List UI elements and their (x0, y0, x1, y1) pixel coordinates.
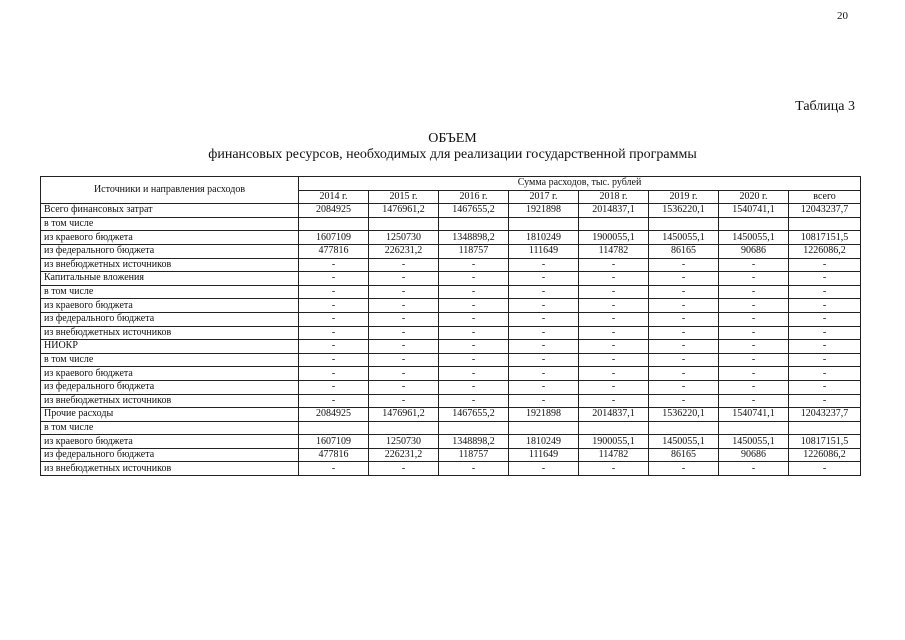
value-cell: - (719, 272, 789, 286)
value-cell (509, 421, 579, 435)
total-cell (789, 217, 861, 231)
value-cell: - (439, 299, 509, 313)
value-cell: - (579, 258, 649, 272)
row-label: из внебюджетных источников (41, 258, 299, 272)
value-cell: - (439, 326, 509, 340)
value-cell: - (579, 285, 649, 299)
table-row (41, 258, 861, 272)
value-cell: 1476961,2 (369, 204, 439, 218)
value-cell: 1467655,2 (439, 408, 509, 422)
row-label: из краевого бюджета (41, 299, 299, 313)
value-cell: - (369, 258, 439, 272)
row-label: НИОКР (41, 340, 299, 354)
value-cell: - (579, 326, 649, 340)
value-cell: - (649, 367, 719, 381)
value-cell: - (369, 312, 439, 326)
value-cell: 1900055,1 (579, 435, 649, 449)
value-cell: 2014837,1 (579, 408, 649, 422)
value-cell: 1476961,2 (369, 408, 439, 422)
total-cell: - (789, 340, 861, 354)
value-cell: 2084925 (299, 408, 369, 422)
value-cell: 114782 (579, 244, 649, 258)
value-cell: 111649 (509, 244, 579, 258)
table-row (41, 435, 861, 449)
table-row (41, 204, 861, 218)
value-cell: 1921898 (509, 408, 579, 422)
year-header: 2016 г. (439, 190, 509, 204)
value-cell: - (299, 353, 369, 367)
total-cell: 1226086,2 (789, 448, 861, 462)
value-cell (299, 217, 369, 231)
total-cell: - (789, 312, 861, 326)
value-cell: - (439, 380, 509, 394)
value-cell: - (369, 326, 439, 340)
value-cell: 86165 (649, 448, 719, 462)
row-label: из краевого бюджета (41, 367, 299, 381)
value-cell: - (579, 394, 649, 408)
value-cell: 1450055,1 (719, 231, 789, 245)
value-cell: 1450055,1 (649, 231, 719, 245)
table-row (41, 380, 861, 394)
total-cell: - (789, 258, 861, 272)
value-cell: - (369, 394, 439, 408)
value-cell: - (579, 462, 649, 476)
value-cell: - (649, 326, 719, 340)
value-cell: - (649, 299, 719, 313)
value-cell: 1900055,1 (579, 231, 649, 245)
value-cell: - (719, 380, 789, 394)
total-cell: - (789, 285, 861, 299)
value-cell: - (719, 394, 789, 408)
value-cell (649, 421, 719, 435)
table-row (41, 408, 861, 422)
value-cell: - (649, 272, 719, 286)
document-title: ОБЪЕМ (428, 131, 477, 146)
row-label: из федерального бюджета (41, 448, 299, 462)
value-cell: 1810249 (509, 231, 579, 245)
table-row (41, 244, 861, 258)
total-cell: 12043237,7 (789, 204, 861, 218)
value-cell: 1607109 (299, 231, 369, 245)
value-cell (299, 421, 369, 435)
value-cell: - (649, 285, 719, 299)
value-cell: - (649, 340, 719, 354)
value-cell: - (649, 462, 719, 476)
value-cell: - (579, 340, 649, 354)
value-cell: - (719, 285, 789, 299)
row-label: из федерального бюджета (41, 380, 299, 394)
row-label: Прочие расходы (41, 408, 299, 422)
total-cell: - (789, 394, 861, 408)
value-cell: - (649, 353, 719, 367)
row-label: в том числе (41, 217, 299, 231)
value-cell (649, 217, 719, 231)
total-cell: - (789, 326, 861, 340)
total-cell: 12043237,7 (789, 408, 861, 422)
row-label: в том числе (41, 353, 299, 367)
table-row (41, 462, 861, 476)
year-header: 2018 г. (579, 190, 649, 204)
value-cell: 1250730 (369, 231, 439, 245)
value-cell: - (299, 312, 369, 326)
row-label: из федерального бюджета (41, 244, 299, 258)
total-cell (789, 421, 861, 435)
year-header: 2014 г. (299, 190, 369, 204)
table-row (41, 367, 861, 381)
financial-resources-table (40, 176, 861, 476)
value-cell: - (439, 353, 509, 367)
row-label: из внебюджетных источников (41, 394, 299, 408)
value-cell: - (369, 299, 439, 313)
value-cell: - (579, 367, 649, 381)
value-cell: - (719, 367, 789, 381)
value-cell: - (509, 380, 579, 394)
total-cell: - (789, 367, 861, 381)
value-cell: - (369, 340, 439, 354)
value-cell: - (509, 340, 579, 354)
year-header: 2019 г. (649, 190, 719, 204)
row-label: из краевого бюджета (41, 435, 299, 449)
row-label: из краевого бюджета (41, 231, 299, 245)
value-cell: 2084925 (299, 204, 369, 218)
total-cell: - (789, 353, 861, 367)
value-cell: 90686 (719, 448, 789, 462)
table-row (41, 312, 861, 326)
value-cell: 1450055,1 (719, 435, 789, 449)
value-cell: - (369, 380, 439, 394)
total-cell: - (789, 272, 861, 286)
value-cell: - (369, 272, 439, 286)
document-subtitle: финансовых ресурсов, необходимых для реализации государственной программы (208, 147, 697, 162)
value-cell: - (439, 340, 509, 354)
value-cell: 226231,2 (369, 244, 439, 258)
value-cell: - (369, 285, 439, 299)
year-header: 2017 г. (509, 190, 579, 204)
row-label: в том числе (41, 285, 299, 299)
value-cell: - (439, 312, 509, 326)
table-row (41, 217, 861, 231)
value-cell: - (299, 340, 369, 354)
total-cell: - (789, 299, 861, 313)
total-cell: - (789, 462, 861, 476)
value-cell: - (439, 462, 509, 476)
value-cell: 1540741,1 (719, 408, 789, 422)
value-cell: - (509, 272, 579, 286)
value-cell: - (299, 394, 369, 408)
total-header: всего (789, 190, 861, 204)
row-label: из внебюджетных источников (41, 326, 299, 340)
value-cell: - (719, 340, 789, 354)
value-cell: - (369, 367, 439, 381)
row-label: в том числе (41, 421, 299, 435)
row-label: из федерального бюджета (41, 312, 299, 326)
value-cell: - (649, 258, 719, 272)
value-cell: - (299, 299, 369, 313)
header-sources: Источники и направления расходов (41, 177, 299, 204)
value-cell: - (579, 299, 649, 313)
table-label: Таблица 3 (795, 99, 855, 114)
value-cell: 1348898,2 (439, 435, 509, 449)
value-cell: 1540741,1 (719, 204, 789, 218)
value-cell: 1348898,2 (439, 231, 509, 245)
value-cell: - (509, 285, 579, 299)
value-cell: - (299, 380, 369, 394)
value-cell: 477816 (299, 448, 369, 462)
row-label: Всего финансовых затрат (41, 204, 299, 218)
table-row (41, 394, 861, 408)
table-row (41, 285, 861, 299)
value-cell: 1921898 (509, 204, 579, 218)
value-cell: - (299, 272, 369, 286)
value-cell: - (509, 394, 579, 408)
total-cell: 10817151,5 (789, 231, 861, 245)
value-cell: - (299, 258, 369, 272)
table-row (41, 231, 861, 245)
value-cell (579, 217, 649, 231)
value-cell: - (439, 367, 509, 381)
table-body (41, 204, 861, 476)
year-header: 2020 г. (719, 190, 789, 204)
value-cell: - (579, 272, 649, 286)
table-row (41, 421, 861, 435)
value-cell: - (509, 326, 579, 340)
table-row (41, 326, 861, 340)
total-cell: - (789, 380, 861, 394)
value-cell: - (509, 462, 579, 476)
value-cell: 477816 (299, 244, 369, 258)
header-row (41, 177, 861, 191)
page-number: 20 (837, 10, 848, 22)
value-cell: - (299, 462, 369, 476)
value-cell: - (719, 299, 789, 313)
value-cell: - (649, 312, 719, 326)
value-cell: 1450055,1 (649, 435, 719, 449)
value-cell: - (509, 299, 579, 313)
value-cell: - (649, 394, 719, 408)
value-cell: - (369, 353, 439, 367)
value-cell: 1250730 (369, 435, 439, 449)
value-cell: 1467655,2 (439, 204, 509, 218)
value-cell (439, 421, 509, 435)
value-cell: 118757 (439, 244, 509, 258)
value-cell: - (649, 380, 719, 394)
value-cell: - (369, 462, 439, 476)
value-cell: - (719, 312, 789, 326)
value-cell (439, 217, 509, 231)
table-row (41, 272, 861, 286)
value-cell: - (509, 312, 579, 326)
value-cell: - (579, 353, 649, 367)
value-cell: - (579, 380, 649, 394)
value-cell: 114782 (579, 448, 649, 462)
value-cell (719, 217, 789, 231)
value-cell: 111649 (509, 448, 579, 462)
value-cell: - (509, 258, 579, 272)
table-row (41, 353, 861, 367)
value-cell: - (719, 258, 789, 272)
table-row (41, 340, 861, 354)
value-cell: - (509, 353, 579, 367)
value-cell: - (439, 285, 509, 299)
value-cell: - (719, 326, 789, 340)
value-cell (579, 421, 649, 435)
value-cell: 118757 (439, 448, 509, 462)
value-cell: 226231,2 (369, 448, 439, 462)
total-cell: 10817151,5 (789, 435, 861, 449)
value-cell: - (439, 272, 509, 286)
value-cell: - (299, 367, 369, 381)
value-cell: 1536220,1 (649, 204, 719, 218)
value-cell (369, 217, 439, 231)
value-cell: 1810249 (509, 435, 579, 449)
value-cell (369, 421, 439, 435)
value-cell: 1536220,1 (649, 408, 719, 422)
value-cell: - (719, 353, 789, 367)
value-cell: - (719, 462, 789, 476)
year-header: 2015 г. (369, 190, 439, 204)
value-cell: - (299, 285, 369, 299)
value-cell (509, 217, 579, 231)
value-cell: 90686 (719, 244, 789, 258)
value-cell: 86165 (649, 244, 719, 258)
value-cell: 1607109 (299, 435, 369, 449)
value-cell: - (509, 367, 579, 381)
value-cell: - (299, 326, 369, 340)
table-row (41, 299, 861, 313)
total-cell: 1226086,2 (789, 244, 861, 258)
header-sum: Сумма расходов, тыс. рублей (299, 177, 861, 191)
value-cell (719, 421, 789, 435)
value-cell: - (439, 394, 509, 408)
value-cell: 2014837,1 (579, 204, 649, 218)
value-cell: - (579, 312, 649, 326)
row-label: Капитальные вложения (41, 272, 299, 286)
row-label: из внебюджетных источников (41, 462, 299, 476)
value-cell: - (439, 258, 509, 272)
table-row (41, 448, 861, 462)
